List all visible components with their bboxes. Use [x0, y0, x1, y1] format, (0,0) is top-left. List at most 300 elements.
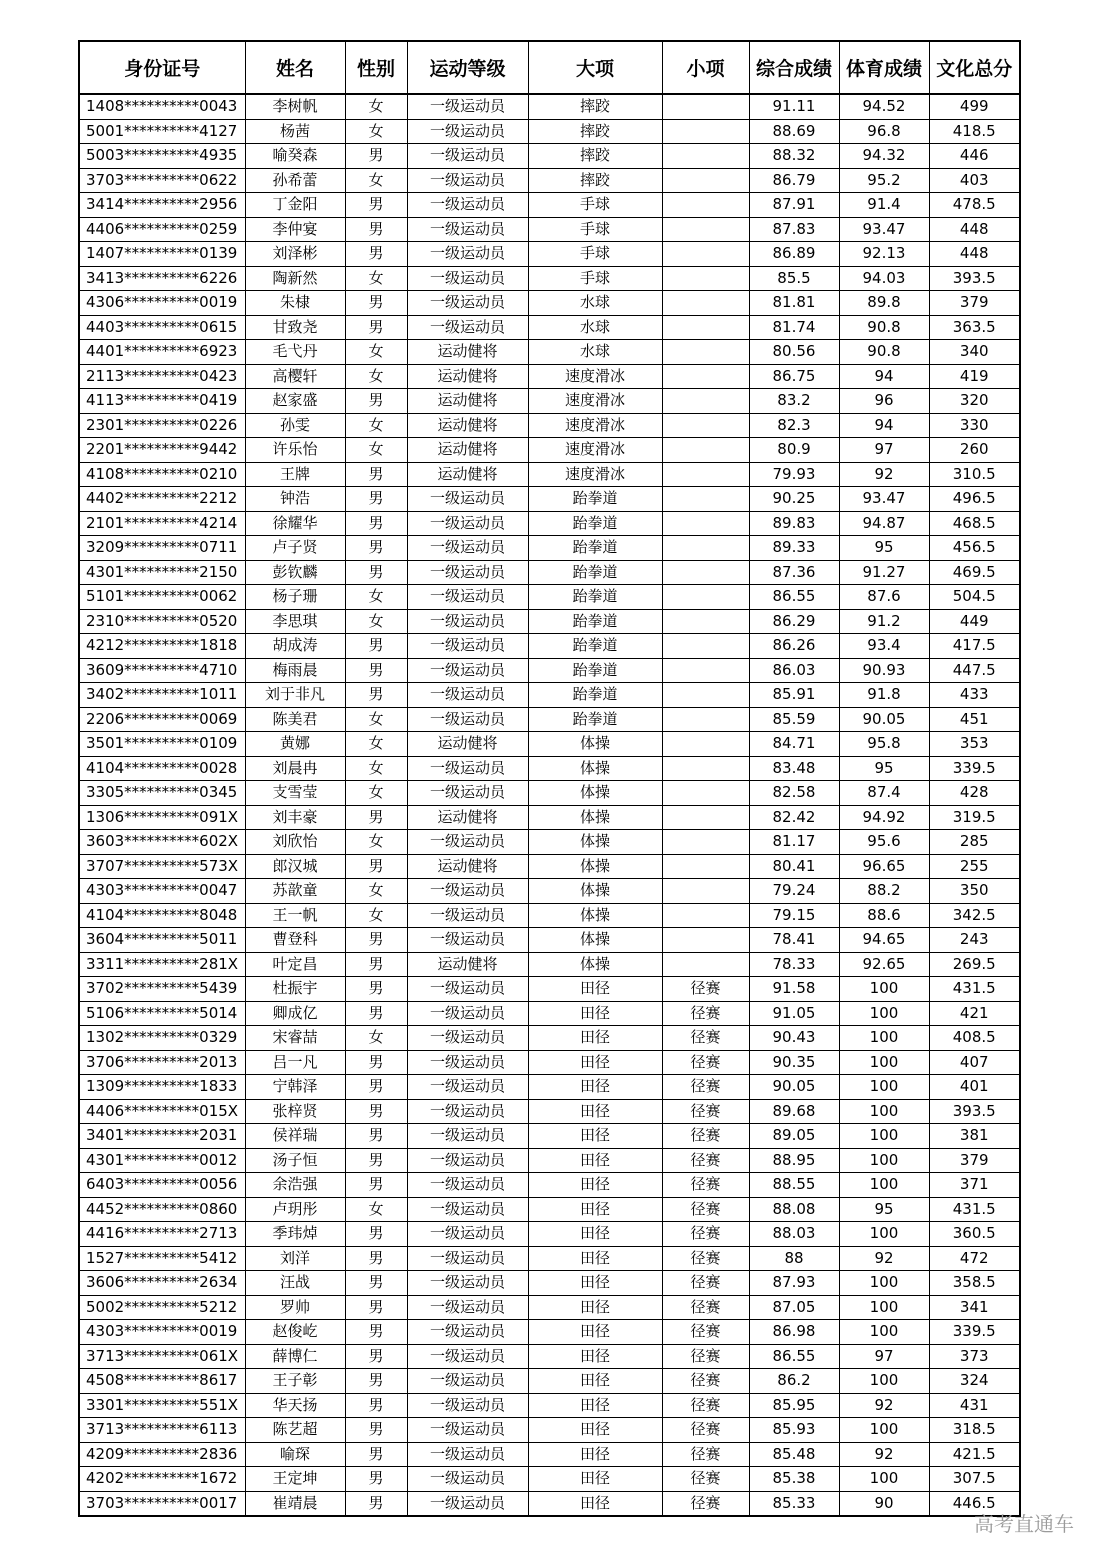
cell-composite-score: 86.75	[749, 364, 839, 389]
cell-culture-total: 418.5	[929, 119, 1020, 144]
cell-sub-event: 径赛	[662, 1246, 749, 1271]
cell-composite-score: 89.05	[749, 1124, 839, 1149]
cell-gender: 男	[345, 1222, 407, 1247]
cell-major-event: 田径	[528, 1369, 662, 1394]
cell-culture-total: 408.5	[929, 1026, 1020, 1051]
cell-culture-total: 393.5	[929, 1099, 1020, 1124]
cell-id-number: 3707**********573X	[79, 854, 245, 879]
cell-id-number: 2310**********0520	[79, 609, 245, 634]
cell-gender: 男	[345, 1295, 407, 1320]
table-row	[79, 1173, 1020, 1198]
cell-sub-event	[662, 707, 749, 732]
cell-sports-score: 100	[839, 1295, 929, 1320]
cell-major-event: 田径	[528, 1075, 662, 1100]
cell-athlete-level: 运动健将	[407, 389, 528, 414]
cell-id-number: 2206**********0069	[79, 707, 245, 732]
cell-culture-total: 307.5	[929, 1467, 1020, 1492]
cell-composite-score: 85.48	[749, 1442, 839, 1467]
table-row	[79, 340, 1020, 365]
cell-major-event: 跆拳道	[528, 487, 662, 512]
cell-gender: 男	[345, 144, 407, 169]
cell-id-number: 3702**********5439	[79, 977, 245, 1002]
cell-composite-score: 86.29	[749, 609, 839, 634]
cell-name: 李仲宴	[245, 217, 345, 242]
cell-name: 刘晨冉	[245, 756, 345, 781]
cell-sports-score: 90.8	[839, 340, 929, 365]
cell-athlete-level: 一级运动员	[407, 634, 528, 659]
cell-sub-event	[662, 291, 749, 316]
cell-name: 曹登科	[245, 928, 345, 953]
cell-name: 许乐怡	[245, 438, 345, 463]
cell-gender: 女	[345, 266, 407, 291]
cell-athlete-level: 一级运动员	[407, 1197, 528, 1222]
cell-major-event: 田径	[528, 1344, 662, 1369]
cell-athlete-level: 一级运动员	[407, 879, 528, 904]
cell-gender: 男	[345, 1344, 407, 1369]
cell-id-number: 3305**********0345	[79, 781, 245, 806]
cell-id-number: 1408**********0043	[79, 94, 245, 119]
cell-id-number: 6403**********0056	[79, 1173, 245, 1198]
cell-name: 支雪莹	[245, 781, 345, 806]
cell-athlete-level: 一级运动员	[407, 609, 528, 634]
table-row	[79, 683, 1020, 708]
cell-sports-score: 92	[839, 1393, 929, 1418]
cell-id-number: 5001**********4127	[79, 119, 245, 144]
cell-sub-event: 径赛	[662, 1467, 749, 1492]
cell-composite-score: 89.83	[749, 511, 839, 536]
cell-culture-total: 447.5	[929, 658, 1020, 683]
cell-culture-total: 260	[929, 438, 1020, 463]
cell-culture-total: 478.5	[929, 193, 1020, 218]
table-row	[79, 217, 1020, 242]
cell-culture-total: 504.5	[929, 585, 1020, 610]
cell-culture-total: 285	[929, 830, 1020, 855]
cell-athlete-level: 一级运动员	[407, 830, 528, 855]
cell-id-number: 2113**********0423	[79, 364, 245, 389]
cell-name: 徐耀华	[245, 511, 345, 536]
cell-composite-score: 79.24	[749, 879, 839, 904]
cell-major-event: 体操	[528, 756, 662, 781]
cell-sports-score: 92	[839, 1442, 929, 1467]
cell-major-event: 田径	[528, 977, 662, 1002]
cell-culture-total: 431	[929, 1393, 1020, 1418]
cell-athlete-level: 运动健将	[407, 854, 528, 879]
cell-sports-score: 100	[839, 1026, 929, 1051]
cell-major-event: 体操	[528, 903, 662, 928]
table-row	[79, 389, 1020, 414]
cell-athlete-level: 一级运动员	[407, 266, 528, 291]
cell-athlete-level: 一级运动员	[407, 1369, 528, 1394]
cell-athlete-level: 一级运动员	[407, 683, 528, 708]
table-row	[79, 536, 1020, 561]
cell-major-event: 体操	[528, 781, 662, 806]
cell-athlete-level: 一级运动员	[407, 1271, 528, 1296]
table-row	[79, 266, 1020, 291]
cell-name: 刘于非凡	[245, 683, 345, 708]
cell-gender: 男	[345, 315, 407, 340]
cell-major-event: 跆拳道	[528, 511, 662, 536]
cell-name: 卢玥彤	[245, 1197, 345, 1222]
cell-id-number: 3609**********4710	[79, 658, 245, 683]
cell-sports-score: 97	[839, 1344, 929, 1369]
header-composite-score: 综合成绩	[749, 41, 839, 94]
cell-composite-score: 90.43	[749, 1026, 839, 1051]
cell-major-event: 跆拳道	[528, 634, 662, 659]
cell-gender: 男	[345, 1001, 407, 1026]
cell-athlete-level: 一级运动员	[407, 94, 528, 119]
cell-id-number: 4403**********0615	[79, 315, 245, 340]
cell-id-number: 3402**********1011	[79, 683, 245, 708]
cell-major-event: 手球	[528, 193, 662, 218]
cell-gender: 男	[345, 1393, 407, 1418]
cell-gender: 女	[345, 119, 407, 144]
cell-id-number: 5106**********5014	[79, 1001, 245, 1026]
cell-id-number: 5002**********5212	[79, 1295, 245, 1320]
cell-athlete-level: 一级运动员	[407, 903, 528, 928]
cell-gender: 女	[345, 707, 407, 732]
cell-sports-score: 94.03	[839, 266, 929, 291]
cell-culture-total: 448	[929, 242, 1020, 267]
cell-culture-total: 324	[929, 1369, 1020, 1394]
table-row	[79, 1295, 1020, 1320]
cell-sports-score: 89.8	[839, 291, 929, 316]
cell-major-event: 田径	[528, 1026, 662, 1051]
table-row	[79, 1320, 1020, 1345]
cell-name: 余浩强	[245, 1173, 345, 1198]
cell-sports-score: 90	[839, 1491, 929, 1516]
cell-name: 刘欣怡	[245, 830, 345, 855]
cell-culture-total: 431.5	[929, 977, 1020, 1002]
cell-gender: 女	[345, 340, 407, 365]
cell-composite-score: 87.93	[749, 1271, 839, 1296]
cell-gender: 男	[345, 854, 407, 879]
cell-gender: 女	[345, 413, 407, 438]
cell-sub-event	[662, 168, 749, 193]
cell-sub-event	[662, 928, 749, 953]
cell-composite-score: 90.25	[749, 487, 839, 512]
cell-id-number: 4104**********0028	[79, 756, 245, 781]
cell-id-number: 5101**********0062	[79, 585, 245, 610]
cell-gender: 女	[345, 756, 407, 781]
cell-composite-score: 83.48	[749, 756, 839, 781]
cell-major-event: 田径	[528, 1099, 662, 1124]
cell-major-event: 田径	[528, 1050, 662, 1075]
cell-name: 胡成涛	[245, 634, 345, 659]
cell-major-event: 摔跤	[528, 168, 662, 193]
table-row	[79, 168, 1020, 193]
cell-sub-event	[662, 266, 749, 291]
cell-sub-event	[662, 413, 749, 438]
cell-athlete-level: 一级运动员	[407, 1001, 528, 1026]
cell-athlete-level: 一级运动员	[407, 291, 528, 316]
cell-sports-score: 96.65	[839, 854, 929, 879]
cell-name: 高樱轩	[245, 364, 345, 389]
cell-sports-score: 90.05	[839, 707, 929, 732]
cell-culture-total: 433	[929, 683, 1020, 708]
cell-gender: 男	[345, 1467, 407, 1492]
cell-athlete-level: 一级运动员	[407, 168, 528, 193]
cell-composite-score: 86.55	[749, 585, 839, 610]
cell-sub-event	[662, 952, 749, 977]
cell-culture-total: 449	[929, 609, 1020, 634]
cell-sub-event	[662, 462, 749, 487]
cell-sports-score: 100	[839, 1075, 929, 1100]
cell-sports-score: 93.47	[839, 487, 929, 512]
cell-major-event: 水球	[528, 291, 662, 316]
cell-sub-event	[662, 756, 749, 781]
cell-id-number: 2101**********4214	[79, 511, 245, 536]
cell-sports-score: 100	[839, 1222, 929, 1247]
cell-culture-total: 269.5	[929, 952, 1020, 977]
cell-athlete-level: 一级运动员	[407, 756, 528, 781]
cell-culture-total: 371	[929, 1173, 1020, 1198]
cell-sports-score: 100	[839, 1050, 929, 1075]
cell-athlete-level: 运动健将	[407, 438, 528, 463]
cell-sub-event	[662, 903, 749, 928]
cell-sports-score: 92	[839, 462, 929, 487]
cell-gender: 男	[345, 536, 407, 561]
cell-sports-score: 94.87	[839, 511, 929, 536]
cell-sub-event	[662, 658, 749, 683]
cell-athlete-level: 运动健将	[407, 805, 528, 830]
cell-composite-score: 80.41	[749, 854, 839, 879]
cell-major-event: 田径	[528, 1173, 662, 1198]
cell-athlete-level: 一级运动员	[407, 1099, 528, 1124]
cell-name: 卢子贤	[245, 536, 345, 561]
cell-composite-score: 90.05	[749, 1075, 839, 1100]
cell-sports-score: 92.65	[839, 952, 929, 977]
table-row	[79, 438, 1020, 463]
cell-culture-total: 421.5	[929, 1442, 1020, 1467]
cell-sports-score: 87.6	[839, 585, 929, 610]
cell-sub-event	[662, 193, 749, 218]
table-header	[79, 41, 1020, 94]
cell-gender: 男	[345, 1491, 407, 1516]
table-row	[79, 94, 1020, 119]
cell-athlete-level: 一级运动员	[407, 1467, 528, 1492]
table-row	[79, 756, 1020, 781]
cell-id-number: 3703**********0622	[79, 168, 245, 193]
cell-sub-event: 径赛	[662, 1197, 749, 1222]
cell-gender: 男	[345, 560, 407, 585]
table-row	[79, 732, 1020, 757]
cell-sports-score: 97	[839, 438, 929, 463]
table-row	[79, 707, 1020, 732]
cell-composite-score: 86.79	[749, 168, 839, 193]
cell-composite-score: 85.91	[749, 683, 839, 708]
cell-culture-total: 419	[929, 364, 1020, 389]
cell-major-event: 田径	[528, 1491, 662, 1516]
cell-composite-score: 82.58	[749, 781, 839, 806]
cell-culture-total: 363.5	[929, 315, 1020, 340]
table-row	[79, 1467, 1020, 1492]
cell-id-number: 4402**********2212	[79, 487, 245, 512]
cell-athlete-level: 一级运动员	[407, 1344, 528, 1369]
cell-id-number: 4401**********6923	[79, 340, 245, 365]
cell-culture-total: 403	[929, 168, 1020, 193]
cell-athlete-level: 一级运动员	[407, 1026, 528, 1051]
cell-sub-event	[662, 732, 749, 757]
cell-major-event: 田径	[528, 1148, 662, 1173]
cell-name: 赵俊屹	[245, 1320, 345, 1345]
cell-sub-event	[662, 634, 749, 659]
cell-gender: 男	[345, 193, 407, 218]
cell-major-event: 田径	[528, 1124, 662, 1149]
cell-name: 杜振宇	[245, 977, 345, 1002]
cell-gender: 女	[345, 903, 407, 928]
cell-sports-score: 95	[839, 756, 929, 781]
cell-athlete-level: 一级运动员	[407, 1491, 528, 1516]
cell-name: 孙雯	[245, 413, 345, 438]
cell-athlete-level: 一级运动员	[407, 487, 528, 512]
cell-id-number: 3703**********0017	[79, 1491, 245, 1516]
cell-athlete-level: 一级运动员	[407, 658, 528, 683]
cell-id-number: 3414**********2956	[79, 193, 245, 218]
cell-gender: 男	[345, 1050, 407, 1075]
table-row	[79, 1075, 1020, 1100]
table-row	[79, 658, 1020, 683]
cell-composite-score: 86.55	[749, 1344, 839, 1369]
cell-sub-event	[662, 119, 749, 144]
cell-athlete-level: 一级运动员	[407, 119, 528, 144]
cell-name: 喻癸森	[245, 144, 345, 169]
table-row	[79, 1001, 1020, 1026]
cell-id-number: 3301**********551X	[79, 1393, 245, 1418]
cell-sub-event	[662, 805, 749, 830]
cell-composite-score: 85.38	[749, 1467, 839, 1492]
header-row	[79, 41, 1020, 94]
cell-sub-event: 径赛	[662, 1075, 749, 1100]
cell-gender: 男	[345, 462, 407, 487]
cell-major-event: 手球	[528, 266, 662, 291]
cell-id-number: 4303**********0047	[79, 879, 245, 904]
cell-sports-score: 95.6	[839, 830, 929, 855]
cell-gender: 女	[345, 1197, 407, 1222]
cell-sports-score: 93.4	[839, 634, 929, 659]
cell-name: 侯祥瑞	[245, 1124, 345, 1149]
table-row	[79, 1246, 1020, 1271]
cell-id-number: 1309**********1833	[79, 1075, 245, 1100]
table-row	[79, 1491, 1020, 1516]
cell-composite-score: 87.05	[749, 1295, 839, 1320]
cell-composite-score: 85.95	[749, 1393, 839, 1418]
cell-gender: 女	[345, 438, 407, 463]
cell-sports-score: 87.4	[839, 781, 929, 806]
cell-gender: 男	[345, 1124, 407, 1149]
cell-sports-score: 100	[839, 1124, 929, 1149]
header-id-number: 身份证号	[79, 41, 245, 94]
cell-major-event: 田径	[528, 1442, 662, 1467]
cell-composite-score: 85.5	[749, 266, 839, 291]
cell-id-number: 4508**********8617	[79, 1369, 245, 1394]
cell-name: 崔靖晨	[245, 1491, 345, 1516]
header-sports-score: 体育成绩	[839, 41, 929, 94]
cell-sports-score: 94.52	[839, 94, 929, 119]
cell-sports-score: 92.13	[839, 242, 929, 267]
table-row	[79, 1124, 1020, 1149]
watermark-text: 高考直通车	[974, 1512, 1074, 1536]
cell-sports-score: 95.8	[839, 732, 929, 757]
cell-major-event: 跆拳道	[528, 536, 662, 561]
cell-sub-event: 径赛	[662, 1491, 749, 1516]
cell-gender: 女	[345, 609, 407, 634]
cell-sports-score: 92	[839, 1246, 929, 1271]
results-table	[78, 40, 1021, 1517]
cell-composite-score: 90.35	[749, 1050, 839, 1075]
cell-athlete-level: 一级运动员	[407, 1246, 528, 1271]
cell-composite-score: 88.69	[749, 119, 839, 144]
cell-culture-total: 428	[929, 781, 1020, 806]
cell-sub-event: 径赛	[662, 1442, 749, 1467]
cell-culture-total: 342.5	[929, 903, 1020, 928]
cell-id-number: 3413**********6226	[79, 266, 245, 291]
table-row	[79, 291, 1020, 316]
cell-composite-score: 88.95	[749, 1148, 839, 1173]
cell-sub-event	[662, 830, 749, 855]
cell-name: 梅雨晨	[245, 658, 345, 683]
cell-culture-total: 319.5	[929, 805, 1020, 830]
cell-gender: 男	[345, 242, 407, 267]
cell-sub-event	[662, 389, 749, 414]
table-row	[79, 585, 1020, 610]
cell-culture-total: 379	[929, 291, 1020, 316]
cell-major-event: 田径	[528, 1295, 662, 1320]
table-row	[79, 1442, 1020, 1467]
cell-sports-score: 95	[839, 536, 929, 561]
cell-composite-score: 88.08	[749, 1197, 839, 1222]
cell-gender: 男	[345, 389, 407, 414]
table-row	[79, 1148, 1020, 1173]
cell-sub-event: 径赛	[662, 1295, 749, 1320]
cell-culture-total: 451	[929, 707, 1020, 732]
cell-major-event: 体操	[528, 805, 662, 830]
cell-name: 薛博仁	[245, 1344, 345, 1369]
cell-sports-score: 94	[839, 364, 929, 389]
cell-id-number: 4108**********0210	[79, 462, 245, 487]
cell-composite-score: 89.68	[749, 1099, 839, 1124]
cell-composite-score: 79.15	[749, 903, 839, 928]
cell-culture-total: 472	[929, 1246, 1020, 1271]
cell-major-event: 跆拳道	[528, 585, 662, 610]
table-row	[79, 1050, 1020, 1075]
cell-gender: 男	[345, 977, 407, 1002]
cell-name: 陈艺超	[245, 1418, 345, 1443]
cell-name: 朱棣	[245, 291, 345, 316]
cell-major-event: 速度滑冰	[528, 364, 662, 389]
cell-id-number: 3713**********061X	[79, 1344, 245, 1369]
cell-culture-total: 310.5	[929, 462, 1020, 487]
cell-name: 王牌	[245, 462, 345, 487]
table-row	[79, 977, 1020, 1002]
cell-gender: 男	[345, 1246, 407, 1271]
cell-sports-score: 100	[839, 1173, 929, 1198]
cell-sub-event: 径赛	[662, 977, 749, 1002]
table-row	[79, 609, 1020, 634]
table-row	[79, 781, 1020, 806]
cell-sports-score: 91.8	[839, 683, 929, 708]
cell-gender: 女	[345, 830, 407, 855]
table-row	[79, 928, 1020, 953]
cell-composite-score: 83.2	[749, 389, 839, 414]
cell-gender: 女	[345, 1026, 407, 1051]
table-row	[79, 830, 1020, 855]
cell-athlete-level: 一级运动员	[407, 1148, 528, 1173]
cell-sub-event: 径赛	[662, 1001, 749, 1026]
cell-id-number: 3603**********602X	[79, 830, 245, 855]
cell-name: 李树帆	[245, 94, 345, 119]
cell-sub-event: 径赛	[662, 1050, 749, 1075]
cell-gender: 女	[345, 781, 407, 806]
